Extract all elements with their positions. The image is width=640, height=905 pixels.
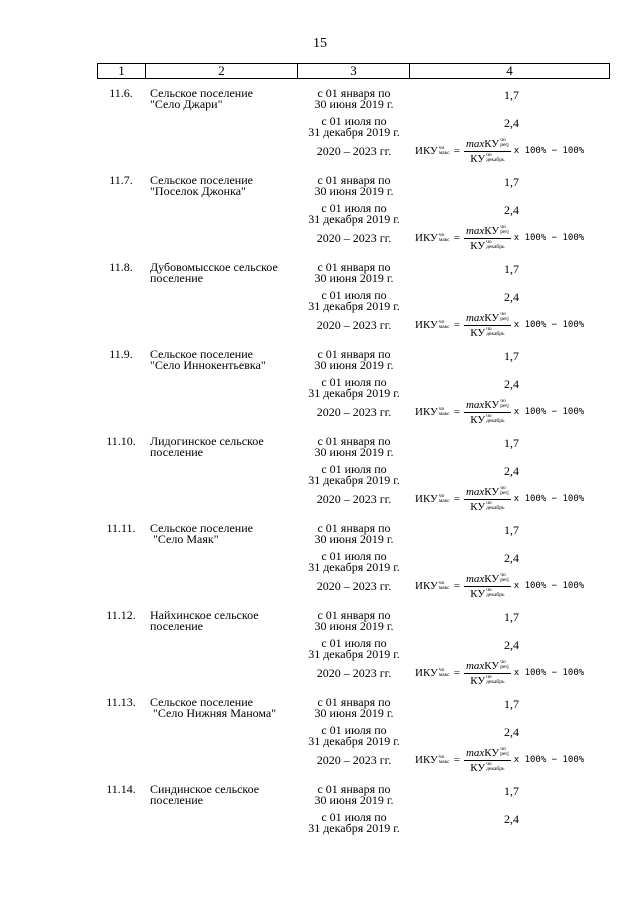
formula-lhs — [415, 580, 450, 592]
row-number: 11.10. — [106, 434, 136, 448]
formula-tail: x 100% − 100% — [513, 320, 585, 330]
period-2020-2023: 2020 – 2023 гг. — [316, 318, 392, 332]
formula-max: max — [465, 311, 485, 324]
formula-numerator — [464, 312, 511, 326]
value-first-half-2019: 1,7 — [504, 523, 519, 537]
formula-den-indices — [486, 327, 504, 338]
value-second-half-2019: 2,4 — [504, 290, 519, 304]
formula-lhs-sub: макс — [438, 672, 450, 678]
formula-max: max — [465, 224, 485, 237]
formula-lhs-indices — [439, 407, 450, 418]
formula-equals: = — [453, 232, 460, 244]
formula-den-sup: чо — [486, 586, 492, 593]
formula-lhs-sup: чо — [438, 318, 445, 325]
formula-num-sup: чо — [500, 658, 506, 665]
value-first-half-2019: 1,7 — [504, 784, 519, 798]
index-formula — [415, 312, 584, 338]
period-second-half-2019: с 01 июля по 31 декабря 2019 г. — [308, 114, 400, 139]
formula-num-indices — [500, 747, 509, 758]
index-formula — [415, 747, 584, 773]
formula-num-sup: чо — [500, 136, 506, 143]
formula-num-main: КУ — [484, 746, 500, 759]
formula-lhs-sub: макс — [438, 759, 450, 765]
row-number: 11.9. — [109, 347, 133, 361]
formula-den-main: КУ — [470, 761, 486, 774]
formula-fraction — [464, 399, 511, 426]
formula-lhs-sup: чо — [438, 753, 445, 760]
table-row — [0, 88, 640, 175]
formula-tail: x 100% − 100% — [513, 581, 585, 591]
value-second-half-2019: 2,4 — [504, 203, 519, 217]
index-formula — [415, 138, 584, 164]
formula-lhs-indices — [439, 755, 450, 766]
formula-num-sub: реrj — [500, 229, 509, 235]
settlement-name: Дубовомысское сельское поселение — [150, 260, 278, 285]
formula-fraction — [464, 747, 511, 774]
header-col-4: 4 — [506, 63, 513, 78]
formula-den-sub: декабрь — [486, 244, 505, 250]
formula-tail: x 100% − 100% — [513, 146, 585, 156]
formula-equals: = — [453, 319, 460, 331]
period-first-half-2019: с 01 января по 30 июня 2019 г. — [314, 434, 394, 459]
formula-fraction — [464, 225, 511, 252]
formula-lhs-sup: чо — [438, 579, 445, 586]
value-first-half-2019: 1,7 — [504, 610, 519, 624]
formula-denominator — [470, 413, 504, 426]
formula-lhs-sub: макс — [438, 411, 450, 417]
period-2020-2023: 2020 – 2023 гг. — [316, 579, 392, 593]
value-second-half-2019: 2,4 — [504, 812, 519, 826]
value-second-half-2019: 2,4 — [504, 551, 519, 565]
value-first-half-2019: 1,7 — [504, 262, 519, 276]
index-formula — [415, 660, 584, 686]
formula-denominator — [470, 587, 504, 600]
formula-num-sup: чо — [500, 310, 506, 317]
formula-lhs-indices — [439, 581, 450, 592]
formula-den-sup: чо — [486, 238, 492, 245]
page-number: 15 — [313, 36, 327, 51]
formula-equals: = — [453, 580, 460, 592]
row-number: 11.6. — [109, 86, 133, 100]
formula-den-main: КУ — [470, 152, 486, 165]
formula-equals: = — [453, 145, 460, 157]
formula-den-sup: чо — [486, 673, 492, 680]
formula-numerator — [464, 225, 511, 239]
period-first-half-2019: с 01 января по 30 июня 2019 г. — [314, 521, 394, 546]
period-first-half-2019: с 01 января по 30 июня 2019 г. — [314, 695, 394, 720]
period-second-half-2019: с 01 июля по 31 декабря 2019 г. — [308, 201, 400, 226]
formula-den-indices — [486, 762, 504, 773]
formula-den-sup: чо — [486, 151, 492, 158]
formula-lhs-main: ИКУ — [415, 232, 438, 244]
formula-den-indices — [486, 675, 504, 686]
formula-denominator — [470, 239, 504, 252]
formula-fraction — [464, 486, 511, 513]
formula-num-sub: реrj — [500, 316, 509, 322]
formula-num-indices — [500, 660, 509, 671]
header-col-2: 2 — [146, 64, 298, 78]
period-2020-2023: 2020 – 2023 гг. — [316, 231, 392, 245]
formula-den-main: КУ — [470, 413, 486, 426]
formula-lhs-indices — [439, 146, 450, 157]
formula-numerator — [464, 486, 511, 500]
formula-den-indices — [486, 501, 504, 512]
period-second-half-2019: с 01 июля по 31 декабря 2019 г. — [308, 288, 400, 313]
settlement-name: Сельское поселение "Село Нижняя Манома" — [150, 695, 277, 720]
formula-num-main: КУ — [484, 311, 500, 324]
period-second-half-2019: с 01 июля по 31 декабря 2019 г. — [308, 462, 400, 487]
formula-num-sub: реrj — [500, 142, 509, 148]
formula-num-sub: реrj — [500, 664, 509, 670]
settlement-name: Лидогинское сельское поселение — [150, 434, 264, 459]
formula-num-main: КУ — [484, 572, 500, 585]
formula-den-sub: декабрь — [486, 505, 505, 511]
formula-lhs-main: ИКУ — [415, 754, 438, 766]
formula-fraction — [464, 573, 511, 600]
formula-equals: = — [453, 667, 460, 679]
period-first-half-2019: с 01 января по 30 июня 2019 г. — [314, 260, 394, 285]
settlement-name: Найхинское сельское поселение — [150, 608, 259, 633]
formula-den-main: КУ — [470, 500, 486, 513]
formula-tail: x 100% − 100% — [513, 668, 585, 678]
formula-lhs-sup: чо — [438, 231, 445, 238]
formula-denominator — [470, 761, 504, 774]
formula-num-main: КУ — [484, 398, 500, 411]
formula-tail: x 100% − 100% — [513, 233, 585, 243]
period-first-half-2019: с 01 января по 30 июня 2019 г. — [314, 86, 394, 111]
period-2020-2023: 2020 – 2023 гг. — [316, 666, 392, 680]
value-first-half-2019: 1,7 — [504, 88, 519, 102]
value-first-half-2019: 1,7 — [504, 349, 519, 363]
formula-den-main: КУ — [470, 326, 486, 339]
formula-num-sub: реrj — [500, 403, 509, 409]
formula-lhs-sup: чо — [438, 144, 445, 151]
row-number: 11.11. — [106, 521, 136, 535]
period-second-half-2019: с 01 июля по 31 декабря 2019 г. — [308, 375, 400, 400]
formula-lhs-sub: макс — [438, 150, 450, 156]
table-row — [0, 349, 640, 436]
value-first-half-2019: 1,7 — [504, 697, 519, 711]
formula-denominator — [470, 152, 504, 165]
formula-lhs — [415, 667, 450, 679]
formula-equals: = — [453, 493, 460, 505]
formula-tail: x 100% − 100% — [513, 407, 585, 417]
formula-lhs-indices — [439, 233, 450, 244]
index-formula — [415, 225, 584, 251]
formula-max: max — [465, 659, 485, 672]
row-number: 11.7. — [109, 173, 133, 187]
formula-max: max — [465, 572, 485, 585]
formula-den-indices — [486, 588, 504, 599]
formula-numerator — [464, 747, 511, 761]
formula-den-sup: чо — [486, 499, 492, 506]
row-number: 11.14. — [106, 782, 136, 796]
formula-num-sup: чо — [500, 223, 506, 230]
formula-den-sub: декабрь — [486, 331, 505, 337]
formula-numerator — [464, 660, 511, 674]
formula-denominator — [470, 326, 504, 339]
formula-num-indices — [500, 312, 509, 323]
formula-lhs-indices — [439, 668, 450, 679]
header-col-1: 1 — [98, 64, 146, 78]
formula-den-indices — [486, 240, 504, 251]
formula-den-sub: декабрь — [486, 157, 505, 163]
header-col-3: 3 — [298, 64, 410, 78]
formula-den-sub: декабрь — [486, 766, 505, 772]
formula-lhs-main: ИКУ — [415, 580, 438, 592]
formula-num-sup: чо — [500, 484, 506, 491]
formula-den-sup: чо — [486, 760, 492, 767]
period-first-half-2019: с 01 января по 30 июня 2019 г. — [314, 782, 394, 807]
period-2020-2023: 2020 – 2023 гг. — [316, 405, 392, 419]
formula-num-sub: реrj — [500, 751, 509, 757]
formula-equals: = — [453, 754, 460, 766]
formula-num-main: КУ — [484, 137, 500, 150]
formula-den-main: КУ — [470, 587, 486, 600]
formula-num-sub: реrj — [500, 490, 509, 496]
table-row — [0, 436, 640, 523]
formula-lhs-indices — [439, 494, 450, 505]
formula-num-indices — [500, 486, 509, 497]
formula-denominator — [470, 674, 504, 687]
formula-num-indices — [500, 399, 509, 410]
formula-num-indices — [500, 225, 509, 236]
formula-num-main: КУ — [484, 224, 500, 237]
period-first-half-2019: с 01 января по 30 июня 2019 г. — [314, 608, 394, 633]
value-second-half-2019: 2,4 — [504, 116, 519, 130]
table-row — [0, 262, 640, 349]
value-second-half-2019: 2,4 — [504, 464, 519, 478]
formula-den-sup: чо — [486, 325, 492, 332]
table-row — [0, 610, 640, 697]
formula-den-main: КУ — [470, 239, 486, 252]
period-second-half-2019: с 01 июля по 31 декабря 2019 г. — [308, 636, 400, 661]
formula-equals: = — [453, 406, 460, 418]
period-second-half-2019: с 01 июля по 31 декабря 2019 г. — [308, 723, 400, 748]
formula-lhs-sup: чо — [438, 405, 445, 412]
formula-fraction — [464, 138, 511, 165]
formula-lhs — [415, 145, 450, 157]
value-second-half-2019: 2,4 — [504, 377, 519, 391]
formula-num-sup: чо — [500, 397, 506, 404]
period-first-half-2019: с 01 января по 30 июня 2019 г. — [314, 173, 394, 198]
period-2020-2023: 2020 – 2023 гг. — [316, 144, 392, 158]
formula-lhs-sub: макс — [438, 324, 450, 330]
table-row — [0, 697, 640, 784]
settlement-name: Сельское поселение "Село Джари" — [150, 86, 253, 111]
formula-lhs-sub: макс — [438, 237, 450, 243]
formula-den-sub: декабрь — [486, 592, 505, 598]
row-number: 11.13. — [106, 695, 136, 709]
settlement-name: Сельское поселение "Поселок Джонка" — [150, 173, 253, 198]
formula-num-indices — [500, 138, 509, 149]
formula-max: max — [465, 485, 485, 498]
row-number: 11.12. — [106, 608, 136, 622]
settlement-name: Сельское поселение "Село Маяк" — [150, 521, 253, 546]
formula-numerator — [464, 573, 511, 587]
period-second-half-2019: с 01 июля по 31 декабря 2019 г. — [308, 549, 400, 574]
table-row — [0, 175, 640, 262]
period-2020-2023: 2020 – 2023 гг. — [316, 492, 392, 506]
row-number: 11.8. — [109, 260, 133, 274]
formula-lhs-indices — [439, 320, 450, 331]
formula-num-main: КУ — [484, 659, 500, 672]
formula-lhs — [415, 406, 450, 418]
formula-den-sub: декабрь — [486, 418, 505, 424]
formula-den-main: КУ — [470, 674, 486, 687]
formula-lhs-main: ИКУ — [415, 319, 438, 331]
period-first-half-2019: с 01 января по 30 июня 2019 г. — [314, 347, 394, 372]
formula-max: max — [465, 398, 485, 411]
formula-num-indices — [500, 573, 509, 584]
formula-num-sup: чо — [500, 745, 506, 752]
formula-lhs — [415, 493, 450, 505]
formula-lhs-sup: чо — [438, 492, 445, 499]
formula-lhs-main: ИКУ — [415, 493, 438, 505]
formula-lhs — [415, 754, 450, 766]
value-first-half-2019: 1,7 — [504, 175, 519, 189]
table-header — [97, 63, 610, 79]
formula-fraction — [464, 660, 511, 687]
formula-den-indices — [486, 153, 504, 164]
formula-numerator — [464, 138, 511, 152]
settlement-name: Сельское поселение "Село Иннокентьевка" — [150, 347, 266, 372]
value-first-half-2019: 1,7 — [504, 436, 519, 450]
index-formula — [415, 573, 584, 599]
formula-num-sup: чо — [500, 571, 506, 578]
index-formula — [415, 399, 584, 425]
period-second-half-2019: с 01 июля по 31 декабря 2019 г. — [308, 810, 400, 835]
formula-den-indices — [486, 414, 504, 425]
period-2020-2023: 2020 – 2023 гг. — [316, 753, 392, 767]
value-second-half-2019: 2,4 — [504, 638, 519, 652]
formula-den-sub: декабрь — [486, 679, 505, 685]
index-formula — [415, 486, 584, 512]
settlement-name: Синдинское сельское поселение — [150, 782, 260, 807]
formula-lhs — [415, 232, 450, 244]
formula-numerator — [464, 399, 511, 413]
formula-lhs-main: ИКУ — [415, 667, 438, 679]
table-row — [0, 523, 640, 610]
formula-lhs — [415, 319, 450, 331]
formula-max: max — [465, 137, 485, 150]
formula-max: max — [465, 746, 485, 759]
formula-num-sub: реrj — [500, 577, 509, 583]
formula-lhs-main: ИКУ — [415, 145, 438, 157]
formula-den-sup: чо — [486, 412, 492, 419]
formula-tail: x 100% − 100% — [513, 494, 585, 504]
formula-denominator — [470, 500, 504, 513]
value-second-half-2019: 2,4 — [504, 725, 519, 739]
formula-tail: x 100% − 100% — [513, 755, 585, 765]
formula-fraction — [464, 312, 511, 339]
table-row — [0, 784, 640, 871]
formula-lhs-main: ИКУ — [415, 406, 438, 418]
formula-lhs-sub: макс — [438, 585, 450, 591]
formula-num-main: КУ — [484, 485, 500, 498]
formula-lhs-sup: чо — [438, 666, 445, 673]
formula-lhs-sub: макс — [438, 498, 450, 504]
